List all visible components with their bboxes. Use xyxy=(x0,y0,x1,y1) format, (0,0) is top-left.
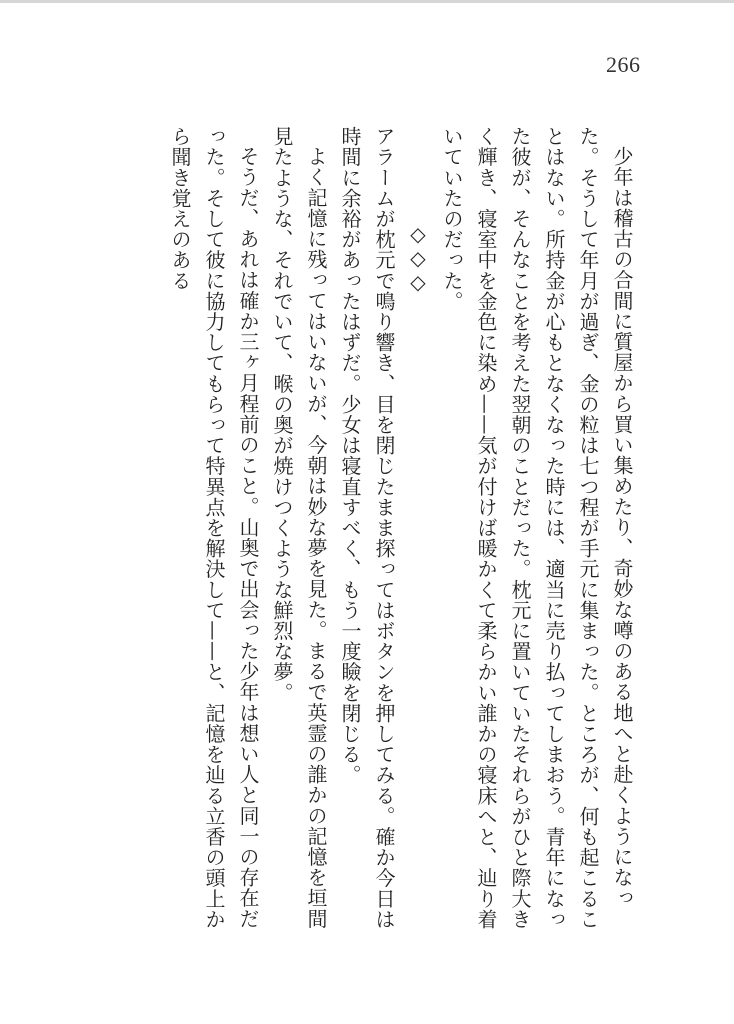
top-border xyxy=(0,0,734,3)
paragraph: アラームが枕元で鳴り響き、目を閉じたまま探ってはボタンを押してみる。確か今日は時間に余裕があったはずだ。少女は寝直すべく、もう一度瞼を閉じる。 xyxy=(338,126,396,930)
page-number: 266 xyxy=(606,52,641,77)
scene-break-diamonds: ◇◇◇ xyxy=(406,222,430,294)
paragraph: 少年は稽古の合間に質屋から買い集めたり、奇妙な噂のある地へと赴くようになった。そうして年月が過ぎ、金の粒は七つ程が手元に集まった。ところが、何も起こることはない。所持金が心もとなくなった時には、適当に売り払ってしまおう。青年になった彼が、そんなことを考えた翌朝のことだった。枕元に置いていたそれらがひと際大きく輝き、寝室中を金色に染め——気が付けば暖かくて柔らかい誰かの寝床へと、辿り着いていたのだった。 xyxy=(440,126,634,930)
paragraph: そうだ、あれは確か三ヶ月程前のこと。山奥で出会った少年は想い人と同一の存在だった。そして彼に協力してもらって特異点を解決して——と、記憶を辿る立香の頭上から聞き覚えのある xyxy=(168,126,260,930)
vertical-text-body xyxy=(99,126,639,946)
paragraph: よく記憶に残ってはいないが、今朝は妙な夢を見た。まるで英霊の誰かの記憶を垣間見たような、それでいて、喉の奥が焼けつくような鮮烈な夢。 xyxy=(270,126,328,929)
